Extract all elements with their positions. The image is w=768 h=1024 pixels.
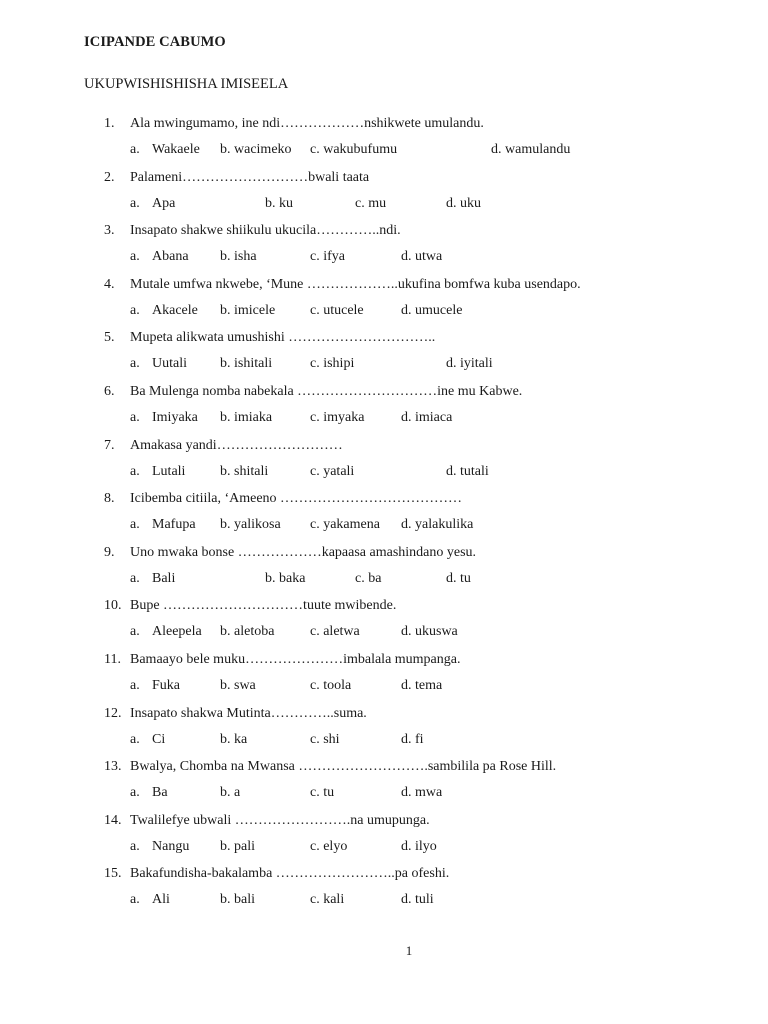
question-number: 6. (104, 383, 115, 399)
question-text: Ala mwingumamo, ine ndi………………nshikwete umulandu. (130, 116, 484, 131)
option-b: b. wacimeko (220, 142, 292, 157)
option-b: b. yalikosa (220, 517, 281, 533)
question-item (0, 170, 768, 224)
question-text: Bakafundisha-bakalamba ……………………..pa ofeshi. (130, 866, 450, 882)
question-text: Palameni………………………bwali taata (130, 169, 370, 185)
option-a: Nangu (152, 838, 190, 854)
option-a-letter: a. (130, 892, 140, 908)
option-a-letter: a. (130, 517, 140, 533)
option-a: Fuka (152, 677, 180, 693)
option-d: d. ukuswa (401, 624, 458, 640)
option-a-letter: a. (130, 463, 140, 479)
question-text: Insapato shakwa Mutinta…………..suma. (130, 705, 367, 721)
question-number: 4. (104, 276, 115, 292)
option-a: Ali (152, 892, 170, 908)
question-item (0, 438, 768, 492)
option-d: d. uku (446, 195, 481, 211)
section-heading: UKUPWISHISHISHA IMISEELA (84, 76, 289, 92)
option-c: c. utucele (310, 302, 364, 318)
question-number: 8. (104, 491, 115, 507)
question-number: 3. (104, 223, 115, 239)
option-c: c. ishipi (310, 356, 355, 372)
question-number: 5. (104, 330, 115, 346)
option-a-letter: a. (130, 570, 140, 586)
question-number: 1. (104, 116, 115, 131)
question-item (0, 223, 768, 277)
option-c: c. toola (310, 677, 352, 693)
option-d: d. tuli (401, 892, 434, 908)
option-a-letter: a. (130, 838, 140, 854)
question-number: 13. (104, 759, 122, 775)
option-b: b. aletoba (220, 624, 275, 640)
option-b: b. pali (220, 838, 255, 854)
question-text: Mupeta alikwata umushishi ………………………….. (130, 330, 436, 346)
question-number: 15. (104, 866, 122, 882)
option-c: c. kali (310, 892, 345, 908)
option-b: b. imiaka (220, 409, 273, 425)
question-number: 14. (104, 812, 122, 828)
question-item (0, 384, 768, 438)
option-b: b. a (220, 785, 241, 801)
question-item (0, 866, 768, 920)
question-item (0, 706, 768, 760)
question-text: Twalilefye ubwali …………………….na umupunga. (130, 812, 430, 828)
option-a: Uutali (152, 356, 187, 372)
option-d: d. yalakulika (401, 517, 474, 533)
option-b: b. isha (220, 249, 257, 265)
option-b: b. imicele (220, 302, 276, 318)
option-a-letter: a. (130, 731, 140, 747)
option-a: Wakaele (152, 142, 200, 157)
question-text: Amakasa yandi……………………… (130, 437, 343, 453)
option-a: Lutali (152, 463, 186, 479)
question-item (0, 491, 768, 545)
question-text: Ba Mulenga nomba nabekala …………………………ine mu Kabwe. (130, 383, 523, 399)
option-c: c. yakamena (310, 517, 380, 533)
option-a: Bali (152, 570, 176, 586)
question-item (0, 330, 768, 384)
option-d: d. tutali (446, 463, 489, 479)
question-item (0, 545, 768, 599)
option-b: b. baka (265, 570, 306, 586)
option-a: Mafupa (152, 517, 196, 533)
option-a-letter: a. (130, 302, 140, 318)
option-c: c. imyaka (310, 409, 365, 425)
option-b: b. ishitali (220, 356, 273, 372)
question-item (0, 277, 768, 331)
option-a-letter: a. (130, 142, 140, 157)
option-d: d. fi (401, 731, 424, 747)
question-number: 11. (104, 651, 121, 667)
option-c: c. elyo (310, 838, 348, 854)
option-c: c. tu (310, 785, 335, 801)
question-text: Bupe …………………………tuute mwibende. (130, 598, 397, 614)
option-a: Akacele (152, 302, 198, 318)
page-number: 1 (405, 943, 413, 958)
option-d: d. tu (446, 570, 471, 586)
option-d: d. utwa (401, 249, 443, 265)
option-a-letter: a. (130, 409, 140, 425)
option-d: d. tema (401, 677, 443, 693)
option-b: b. swa (220, 677, 256, 693)
question-number: 9. (104, 544, 115, 560)
question-number: 12. (104, 705, 122, 721)
option-c: c. mu (355, 195, 387, 211)
question-item (0, 759, 768, 813)
option-b: b. shitali (220, 463, 269, 479)
option-a: Apa (152, 195, 176, 211)
option-d: d. wamulandu (491, 142, 571, 157)
option-d: d. ilyo (401, 838, 437, 854)
option-a-letter: a. (130, 624, 140, 640)
question-text: Mutale umfwa nkwebe, ‘Mune ………………..ukufina bomfwa kuba usendapo. (130, 276, 581, 292)
option-a: Abana (152, 249, 189, 265)
question-text: Icibemba citiila, ‘Ameeno ………………………………… (130, 491, 463, 507)
option-b: b. ku (265, 195, 293, 211)
option-c: c. ba (355, 570, 382, 586)
question-item (0, 598, 768, 652)
question-text: Insapato shakwe shiikulu ukucila…………..ndi. (130, 223, 401, 239)
option-c: c. aletwa (310, 624, 360, 640)
option-a: Aleepela (152, 624, 202, 640)
question-number: 2. (104, 169, 115, 185)
option-b: b. ka (220, 731, 248, 747)
option-c: c. wakubufumu (310, 142, 398, 157)
question-text: Bamaayo bele muku…………………imbalala mumpanga. (130, 651, 461, 667)
question-number: 10. (104, 598, 122, 614)
option-c: c. yatali (310, 463, 355, 479)
option-a-letter: a. (130, 785, 140, 801)
option-a-letter: a. (130, 356, 140, 372)
question-text: Bwalya, Chomba na Mwansa ……………………….sambilila pa Rose Hill. (130, 759, 557, 775)
option-d: d. mwa (401, 785, 443, 801)
question-number: 7. (104, 437, 115, 453)
document-title: ICIPANDE CABUMO (84, 34, 226, 50)
option-b: b. bali (220, 892, 255, 908)
option-d: d. imiaca (401, 409, 453, 425)
option-d: d. umucele (401, 302, 463, 318)
question-item (0, 813, 768, 867)
question-item (0, 116, 768, 170)
option-a: Ba (152, 785, 168, 801)
question-item (0, 652, 768, 706)
option-a-letter: a. (130, 249, 140, 265)
option-a: Imiyaka (152, 409, 198, 425)
question-text: Uno mwaka bonse ………………kapaasa amashindano yesu. (130, 544, 477, 560)
option-a: Ci (152, 731, 166, 747)
option-c: c. shi (310, 731, 340, 747)
option-c: c. ifya (310, 249, 345, 265)
question-list (0, 116, 768, 920)
option-a-letter: a. (130, 677, 140, 693)
option-a-letter: a. (130, 195, 140, 211)
option-d: d. iyitali (446, 356, 493, 372)
